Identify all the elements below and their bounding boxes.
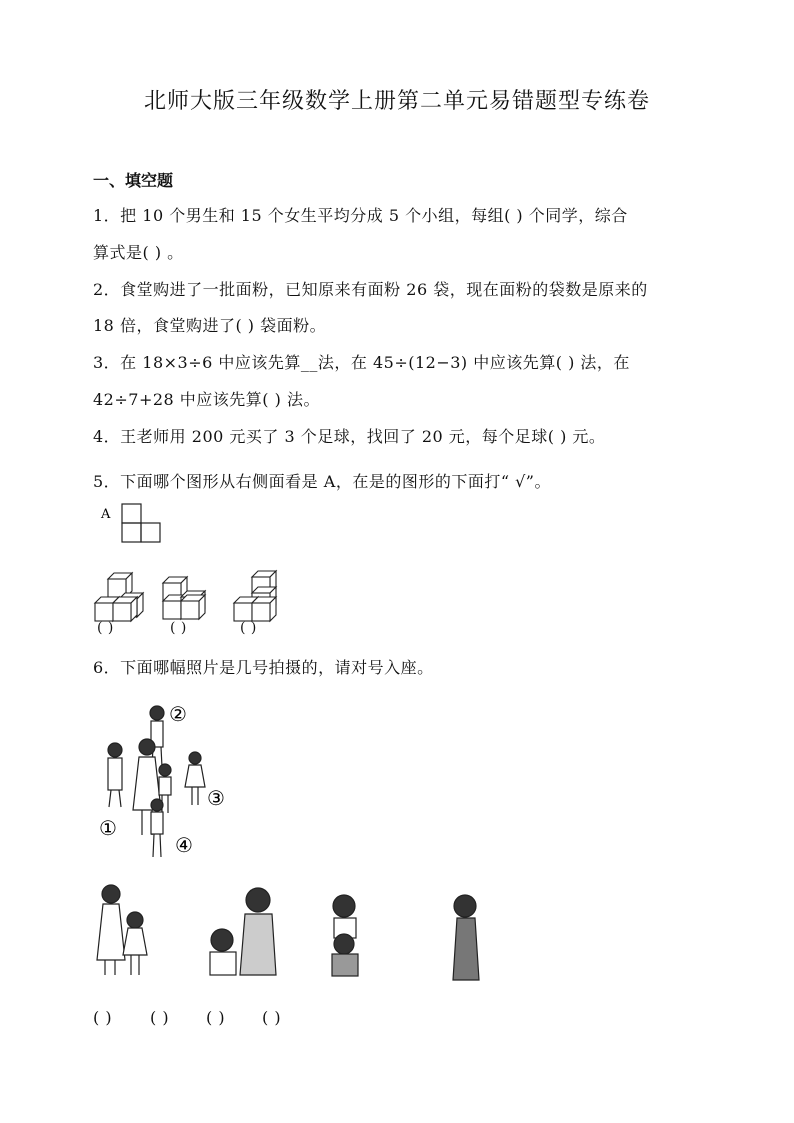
position-label-3: ③ [207, 786, 225, 810]
question-1-line-2: 算式是( ) 。 [93, 243, 184, 262]
photo-3-blank: ( ) [206, 1008, 226, 1027]
photo-3 [320, 892, 380, 982]
figure-a-label: A [101, 507, 111, 522]
question-6-line-1: 6．下面哪幅照片是几号拍摄的，请对号入座。 [93, 658, 434, 677]
figure-a-view [95, 500, 175, 548]
option-1-blank: ( ) [97, 620, 114, 636]
question-4-line-1: 4．王老师用 200 元买了 3 个足球，找回了 20 元，每个足球( ) 元。 [93, 427, 606, 446]
photo-1 [95, 880, 185, 980]
cube-stack-option-2 [163, 577, 205, 619]
option-3-blank: ( ) [240, 620, 257, 636]
position-label-1: ① [99, 816, 117, 840]
question-3-line-1: 3．在 18×3÷6 中应该先算__法，在 45÷(12−3) 中应该先算( ) 法，在 [93, 353, 630, 372]
question-1-line-1: 1．把 10 个男生和 15 个女生平均分成 5 个小组，每组( ) 个同学，综合 [93, 206, 628, 225]
photo-2-blank: ( ) [150, 1008, 170, 1027]
position-label-2: ② [169, 702, 187, 726]
cube-options-figure [90, 565, 300, 640]
photo-1-blank: ( ) [93, 1008, 113, 1027]
photo-scene-illustration [95, 695, 235, 865]
question-2-line-2: 18 倍，食堂购进了( ) 袋面粉。 [93, 316, 327, 335]
photo-2 [200, 880, 290, 980]
question-2-line-1: 2．食堂购进了一批面粉，已知原来有面粉 26 袋，现在面粉的袋数是原来的 [93, 280, 648, 299]
photo-4-blank: ( ) [262, 1008, 282, 1027]
figure-a-grid [122, 504, 160, 542]
page-title: 北师大版三年级数学上册第二单元易错题型专练卷 [143, 89, 650, 114]
section-heading-fill-in: 一、填空题 [93, 171, 174, 190]
question-5-line-1: 5．下面哪个图形从右侧面看是 A，在是的图形的下面打“ √”。 [93, 472, 551, 491]
question-3-line-2: 42÷7+28 中应该先算( ) 法。 [93, 390, 320, 409]
cube-stack-option-3 [234, 571, 276, 621]
position-label-4: ④ [175, 833, 193, 857]
option-2-blank: ( ) [170, 620, 187, 636]
photo-4 [435, 890, 505, 990]
cube-stack-option-1 [95, 573, 143, 621]
